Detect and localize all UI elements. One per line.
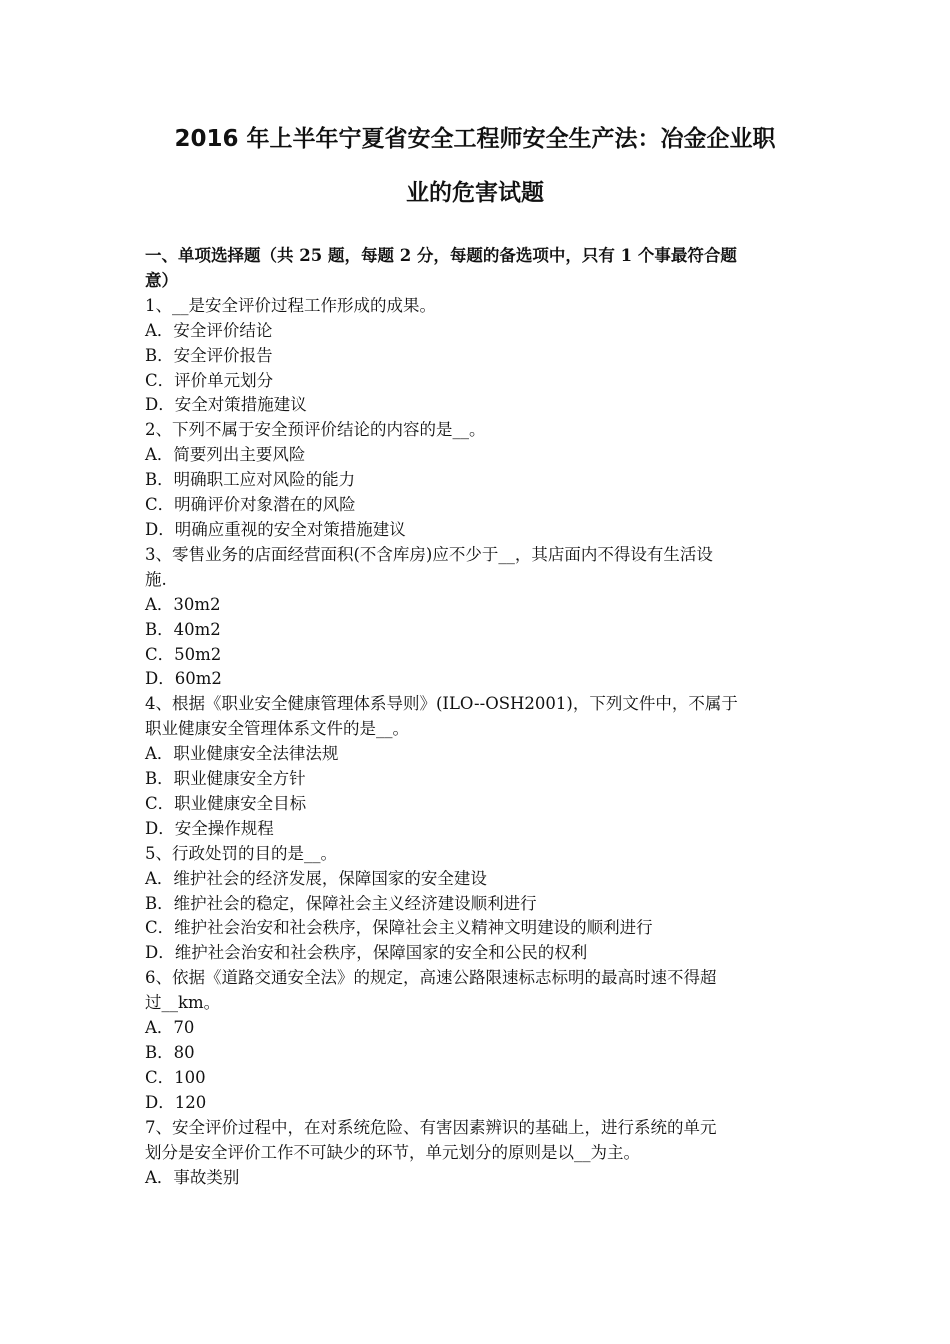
answer-option: D．明确应重视的安全对策措施建议 xyxy=(145,519,406,539)
title-line-2: 业的危害试题 xyxy=(406,180,544,206)
question-item xyxy=(145,543,810,692)
answer-option: D．维护社会治安和社会秩序，保障国家的安全和公民的权利 xyxy=(145,943,588,963)
answer-option: B．40m2 xyxy=(145,619,221,639)
section-heading-line-2: 意） xyxy=(145,270,178,290)
question-text: 1、__是安全评价过程工作形成的成果。 xyxy=(145,295,436,315)
question-item xyxy=(145,692,810,841)
answer-option: B．80 xyxy=(145,1043,195,1062)
answer-option: C．职业健康安全目标 xyxy=(145,793,307,813)
question-text: 3、零售业务的店面经营面积(不含库房)应不少于__，其店面内不得设有生活设 xyxy=(145,544,713,564)
answer-option: C．评价单元划分 xyxy=(145,370,274,390)
section-heading-line-1: 一、单项选择题（共 25 题，每题 2 分，每题的备选项中，只有 1 个事最符合题 xyxy=(145,246,737,265)
answer-option: B．维护社会的稳定，保障社会主义经济建设顺利进行 xyxy=(145,893,537,913)
title-line-1: 2016 年上半年宁夏省安全工程师安全生产法：冶金企业职 xyxy=(174,126,776,152)
document-body xyxy=(145,244,810,1190)
answer-option: D．60m2 xyxy=(145,669,222,689)
question-text: 过__km。 xyxy=(145,993,221,1013)
answer-option: B．明确职工应对风险的能力 xyxy=(145,470,356,490)
question-text: 4、根据《职业安全健康管理体系导则》(ILO--OSH2001)，下列文件中，不属于 xyxy=(145,694,738,714)
question-item xyxy=(145,966,810,1115)
answer-option: C．100 xyxy=(145,1067,206,1087)
question-text: 施. xyxy=(145,569,167,589)
document-title xyxy=(120,112,830,220)
answer-option: D．120 xyxy=(145,1092,207,1112)
answer-option: A．安全评价结论 xyxy=(145,320,273,340)
question-text: 5、行政处罚的目的是__。 xyxy=(145,843,337,863)
question-text: 划分是安全评价工作不可缺少的环节，单元划分的原则是以__为主。 xyxy=(145,1142,640,1162)
answer-option: B．职业健康安全方针 xyxy=(145,769,306,789)
answer-option: A．简要列出主要风险 xyxy=(145,445,306,465)
answer-option: B．安全评价报告 xyxy=(145,345,273,365)
answer-option: A．70 xyxy=(145,1018,195,1038)
question-item xyxy=(145,1116,810,1191)
section-heading xyxy=(145,244,810,294)
answer-option: A．职业健康安全法律法规 xyxy=(145,744,339,764)
question-text: 6、依据《道路交通安全法》的规定，高速公路限速标志标明的最高时速不得超 xyxy=(145,968,717,988)
question-list xyxy=(145,294,810,1191)
question-item xyxy=(145,842,810,967)
answer-option: A．30m2 xyxy=(145,594,221,614)
question-item xyxy=(145,294,810,419)
question-item xyxy=(145,418,810,543)
answer-option: C．明确评价对象潜在的风险 xyxy=(145,495,356,515)
answer-option: D．安全操作规程 xyxy=(145,818,274,838)
answer-option: D．安全对策措施建议 xyxy=(145,395,307,415)
question-text: 2、下列不属于安全预评价结论的内容的是__。 xyxy=(145,420,486,440)
answer-option: A．事故类别 xyxy=(145,1167,240,1187)
answer-option: A．维护社会的经济发展，保障国家的安全建设 xyxy=(145,868,487,888)
answer-option: C．维护社会治安和社会秩序，保障社会主义精神文明建设的顺利进行 xyxy=(145,918,653,938)
question-text: 职业健康安全管理体系文件的是__。 xyxy=(145,719,409,739)
answer-option: C．50m2 xyxy=(145,644,222,664)
question-text: 7、安全评价过程中，在对系统危险、有害因素辨识的基础上，进行系统的单元 xyxy=(145,1117,717,1137)
